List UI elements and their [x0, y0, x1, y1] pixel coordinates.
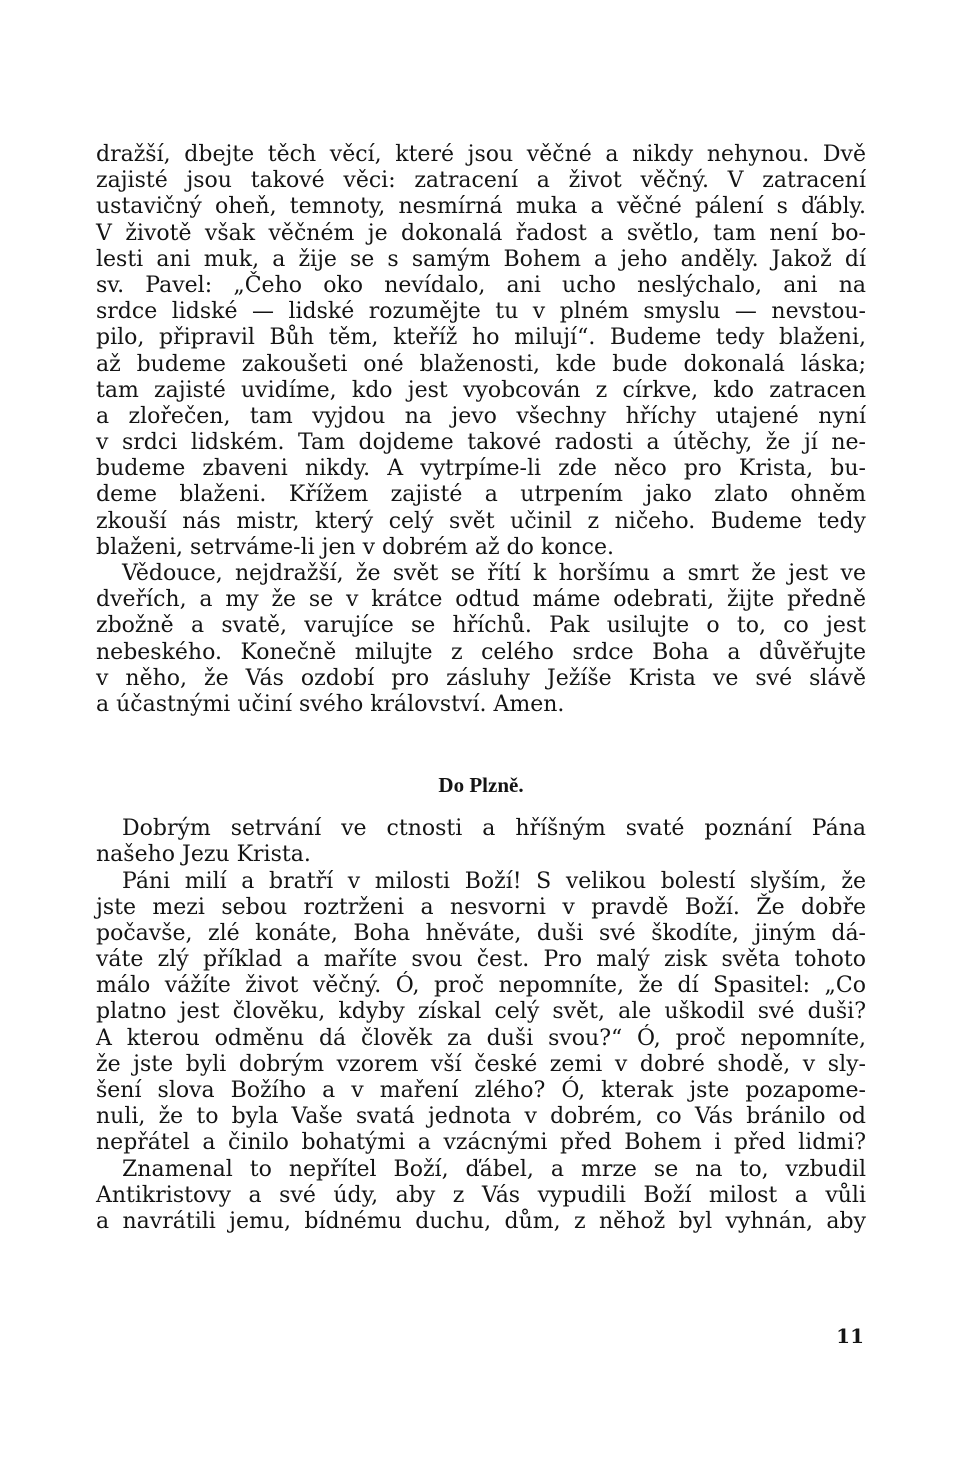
text-line: deme blaženi. Křížem zajisté a utrpením jako zlato ohněm [96, 482, 866, 508]
text-line: ustavičný oheň, temnoty, nesmírná muka a věčné pálení s ďábly. [96, 194, 866, 220]
text-line: váte zlý příklad a maříte svou čest. Pro malý zisk světa tohoto [96, 947, 866, 973]
text-line: budeme zbaveni nikdy. A vytrpíme-li zde něco pro Krista, bu- [96, 456, 866, 482]
text-line: srdce lidské — lidské rozumějte tu v plném smyslu — nevstou- [96, 299, 866, 325]
text-line: nebeského. Konečně milujte z celého srdce Boha a důvěřujte [96, 639, 866, 665]
text-line: V životě však věčném je dokonalá řadost a světlo, tam není bo- [96, 220, 866, 246]
text-line: a navrátili jemu, bídnému duchu, dům, z něhož byl vyhnán, aby [96, 1208, 866, 1234]
text-line: málo vážíte život věčný. Ó, proč nepomníte, že dí Spasitel: „Co [96, 973, 866, 999]
text-line: zbožně a svatě, varujíce se hříchů. Pak usilujte o to, co jest [96, 613, 866, 639]
text-line: sv. Pavel: „Čeho oko nevídalo, ani ucho neslýchalo, ani na [96, 272, 866, 298]
text-line: šení slova Božího a v maření zlého? Ó, kterak jste pozapome- [96, 1078, 866, 1103]
text-line: zkouší nás mistr, který celý svět učinil z ničeho. Budeme tedy [96, 508, 866, 534]
text-line: nepřátel a činilo bohatými a vzácnými před Bohem i před lidmi? [96, 1130, 866, 1156]
text-line: počavše, zlé konáte, Boha hněváte, duši své škodíte, jiným dá- [96, 920, 866, 946]
text-line: blaženi, setrváme-li jen v dobrém až do konce. [96, 534, 614, 560]
text-line: a účastnými učiní svého království. Amen. [96, 691, 565, 717]
section-2 [96, 816, 866, 1235]
page-body [96, 142, 866, 1235]
section-1 [96, 142, 866, 718]
text-line: v srdci lidském. Tam dojdeme takové radosti a útěchy, že jí ne- [96, 430, 866, 456]
text-line: jste mezi sebou roztrženi a nesvorni v pravdě Boží. Že dobře [96, 894, 866, 920]
text-line: zajisté jsou takové věci: zatracení a život věčný. V zatracení [96, 168, 866, 194]
text-line: pilo, připravil Bůh těm, kteříž ho milují“. Budeme tedy blaženi, [96, 325, 866, 351]
text-line: Dobrým setrvání ve ctnosti a hříšným svaté poznání Pána [122, 816, 866, 842]
text-line: Páni milí a bratří v milosti Boží! S velikou bolestí slyším, že [122, 868, 866, 894]
page-number: 11 [836, 1324, 864, 1348]
text-line: v něho, že Vás ozdobí pro zásluhy Ježíše Krista ve své slávě [96, 665, 866, 691]
text-line: tam zajisté uvidíme, kdo jest vyobcován z církve, kdo zatracen [96, 377, 866, 403]
text-line: Antikristovy a své údy, aby z Vás vypudili Boží milost a vůli [96, 1182, 866, 1208]
text-line: že jste byli dobrým vzorem vší české zemi v dobré shodě, v sly- [96, 1051, 866, 1077]
text-line: Znamenal to nepřítel Boží, ďábel, a mrze se na to, vzbudil [122, 1156, 866, 1182]
text-line: platno jest člověku, kdyby získal celý svět, ale uškodil své duši? [96, 999, 866, 1025]
text-line: a zlořečen, tam vyjdou na jevo všechny hříchy utajené nyní [96, 403, 866, 429]
text-line: dveřích, a my že se v krátce odtud máme odebrati, žijte předně [96, 587, 866, 613]
text-line: dražší, dbejte těch věcí, které jsou věčné a nikdy nehynou. Dvě [96, 142, 866, 167]
text-line: lesti ani muk, a žije se s samým Bohem a jeho anděly. Jakož dí [96, 246, 866, 272]
section-heading: Do Plzně. [438, 773, 524, 798]
text-line: Vědouce, nejdražší, že svět se řítí k horšímu a smrt že jest ve [122, 561, 866, 586]
text-line: až budeme zakoušeti oné blaženosti, kde bude dokonalá láska; [96, 351, 866, 377]
text-line: nuli, že to byla Vaše svatá jednota v dobrém, co Vás bránilo od [96, 1104, 866, 1130]
text-line: našeho Jezu Krista. [96, 842, 311, 868]
text-line: A kterou odměnu dá člověk za duši svou?“ Ó, proč nepomníte, [96, 1025, 866, 1051]
